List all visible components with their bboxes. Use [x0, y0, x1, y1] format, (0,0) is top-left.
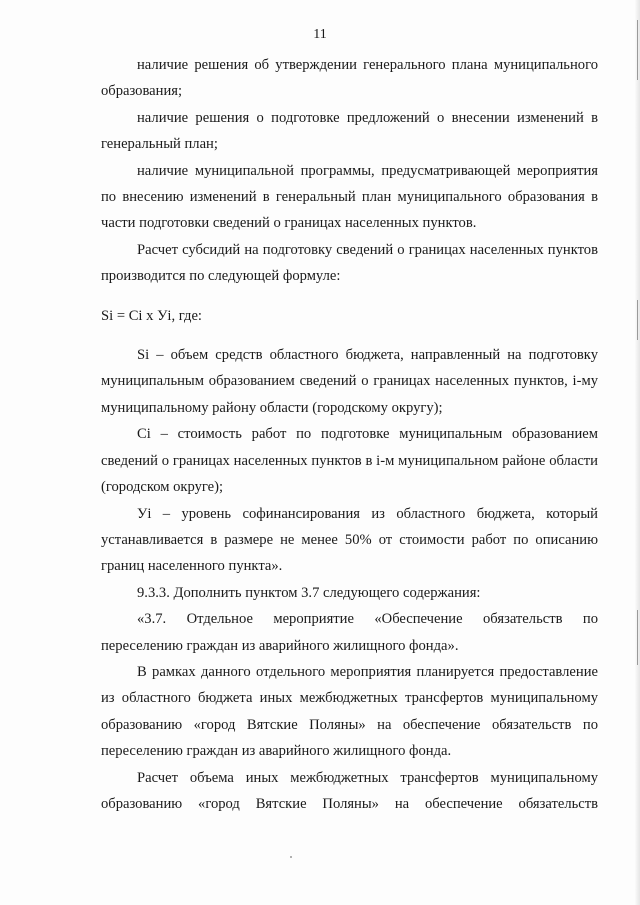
- paragraph-transfer-calculation: Расчет объема иных межбюджетных трансфертов муниципальному образованию «город Вятские Поляны» на обеспечение обязательств: [101, 769, 598, 812]
- paragraph-general-plan-approval: наличие решения об утверждении генерального плана муниципального образования;: [101, 57, 598, 100]
- paragraph-general-plan-changes: наличие решения о подготовке предложений о внесении изменений в генеральный план;: [101, 109, 598, 153]
- page-number: 11: [313, 27, 327, 42]
- paragraph-subsidy-calculation: Расчет субсидий на подготовку сведений о границах населенных пунктов производится по следующей формуле:: [101, 241, 598, 285]
- scan-artifact-line: [637, 20, 638, 80]
- paragraph-municipal-program: наличие муниципальной программы, предусматривающей мероприятия по внесению изменений в генеральный план муниципального образования в части подготовки сведений о границах населенных пунктов.: [101, 162, 598, 232]
- document-body: [101, 52, 598, 817]
- definition-ci: Ci – стоимость работ по подготовке муниципальным образованием сведений о границах населенных пунктов в i-м муниципальном районе области (городском округе);: [101, 426, 598, 496]
- scan-edge-shadow: [634, 0, 640, 905]
- paragraph-measure-3-7-title: «3.7. Отдельное мероприятие «Обеспечение обязательств по переселению граждан из аварийного жилищного фонда».: [101, 611, 598, 654]
- formula: Si = Ci x Уi, где:: [101, 307, 202, 324]
- paragraph-amendment-3-7: 9.3.3. Дополнить пунктом 3.7 следующего содержания:: [137, 584, 481, 601]
- paragraph-measure-description: В рамках данного отдельного мероприятия планируется предоставление из областного бюджета иных межбюджетных трансфертов муниципальному образованию «город Вятские Поляны» на обеспечение обязательств по переселению граждан из аварийного жилищного фонда.: [101, 663, 598, 760]
- scan-speck: [290, 856, 292, 858]
- scan-artifact-line: [637, 300, 638, 340]
- definition-si: Si – объем средств областного бюджета, направленный на подготовку муниципальным образованием сведений о границах населенных пунктов, i-му муниципальному району области (городскому округу);: [101, 347, 598, 416]
- definition-yi: Уi – уровень софинансирования из областного бюджета, который устанавливается в размере не менее 50% от стоимости работ по описанию границ населенного пункта».: [101, 505, 598, 575]
- scan-artifact-line: [637, 610, 638, 665]
